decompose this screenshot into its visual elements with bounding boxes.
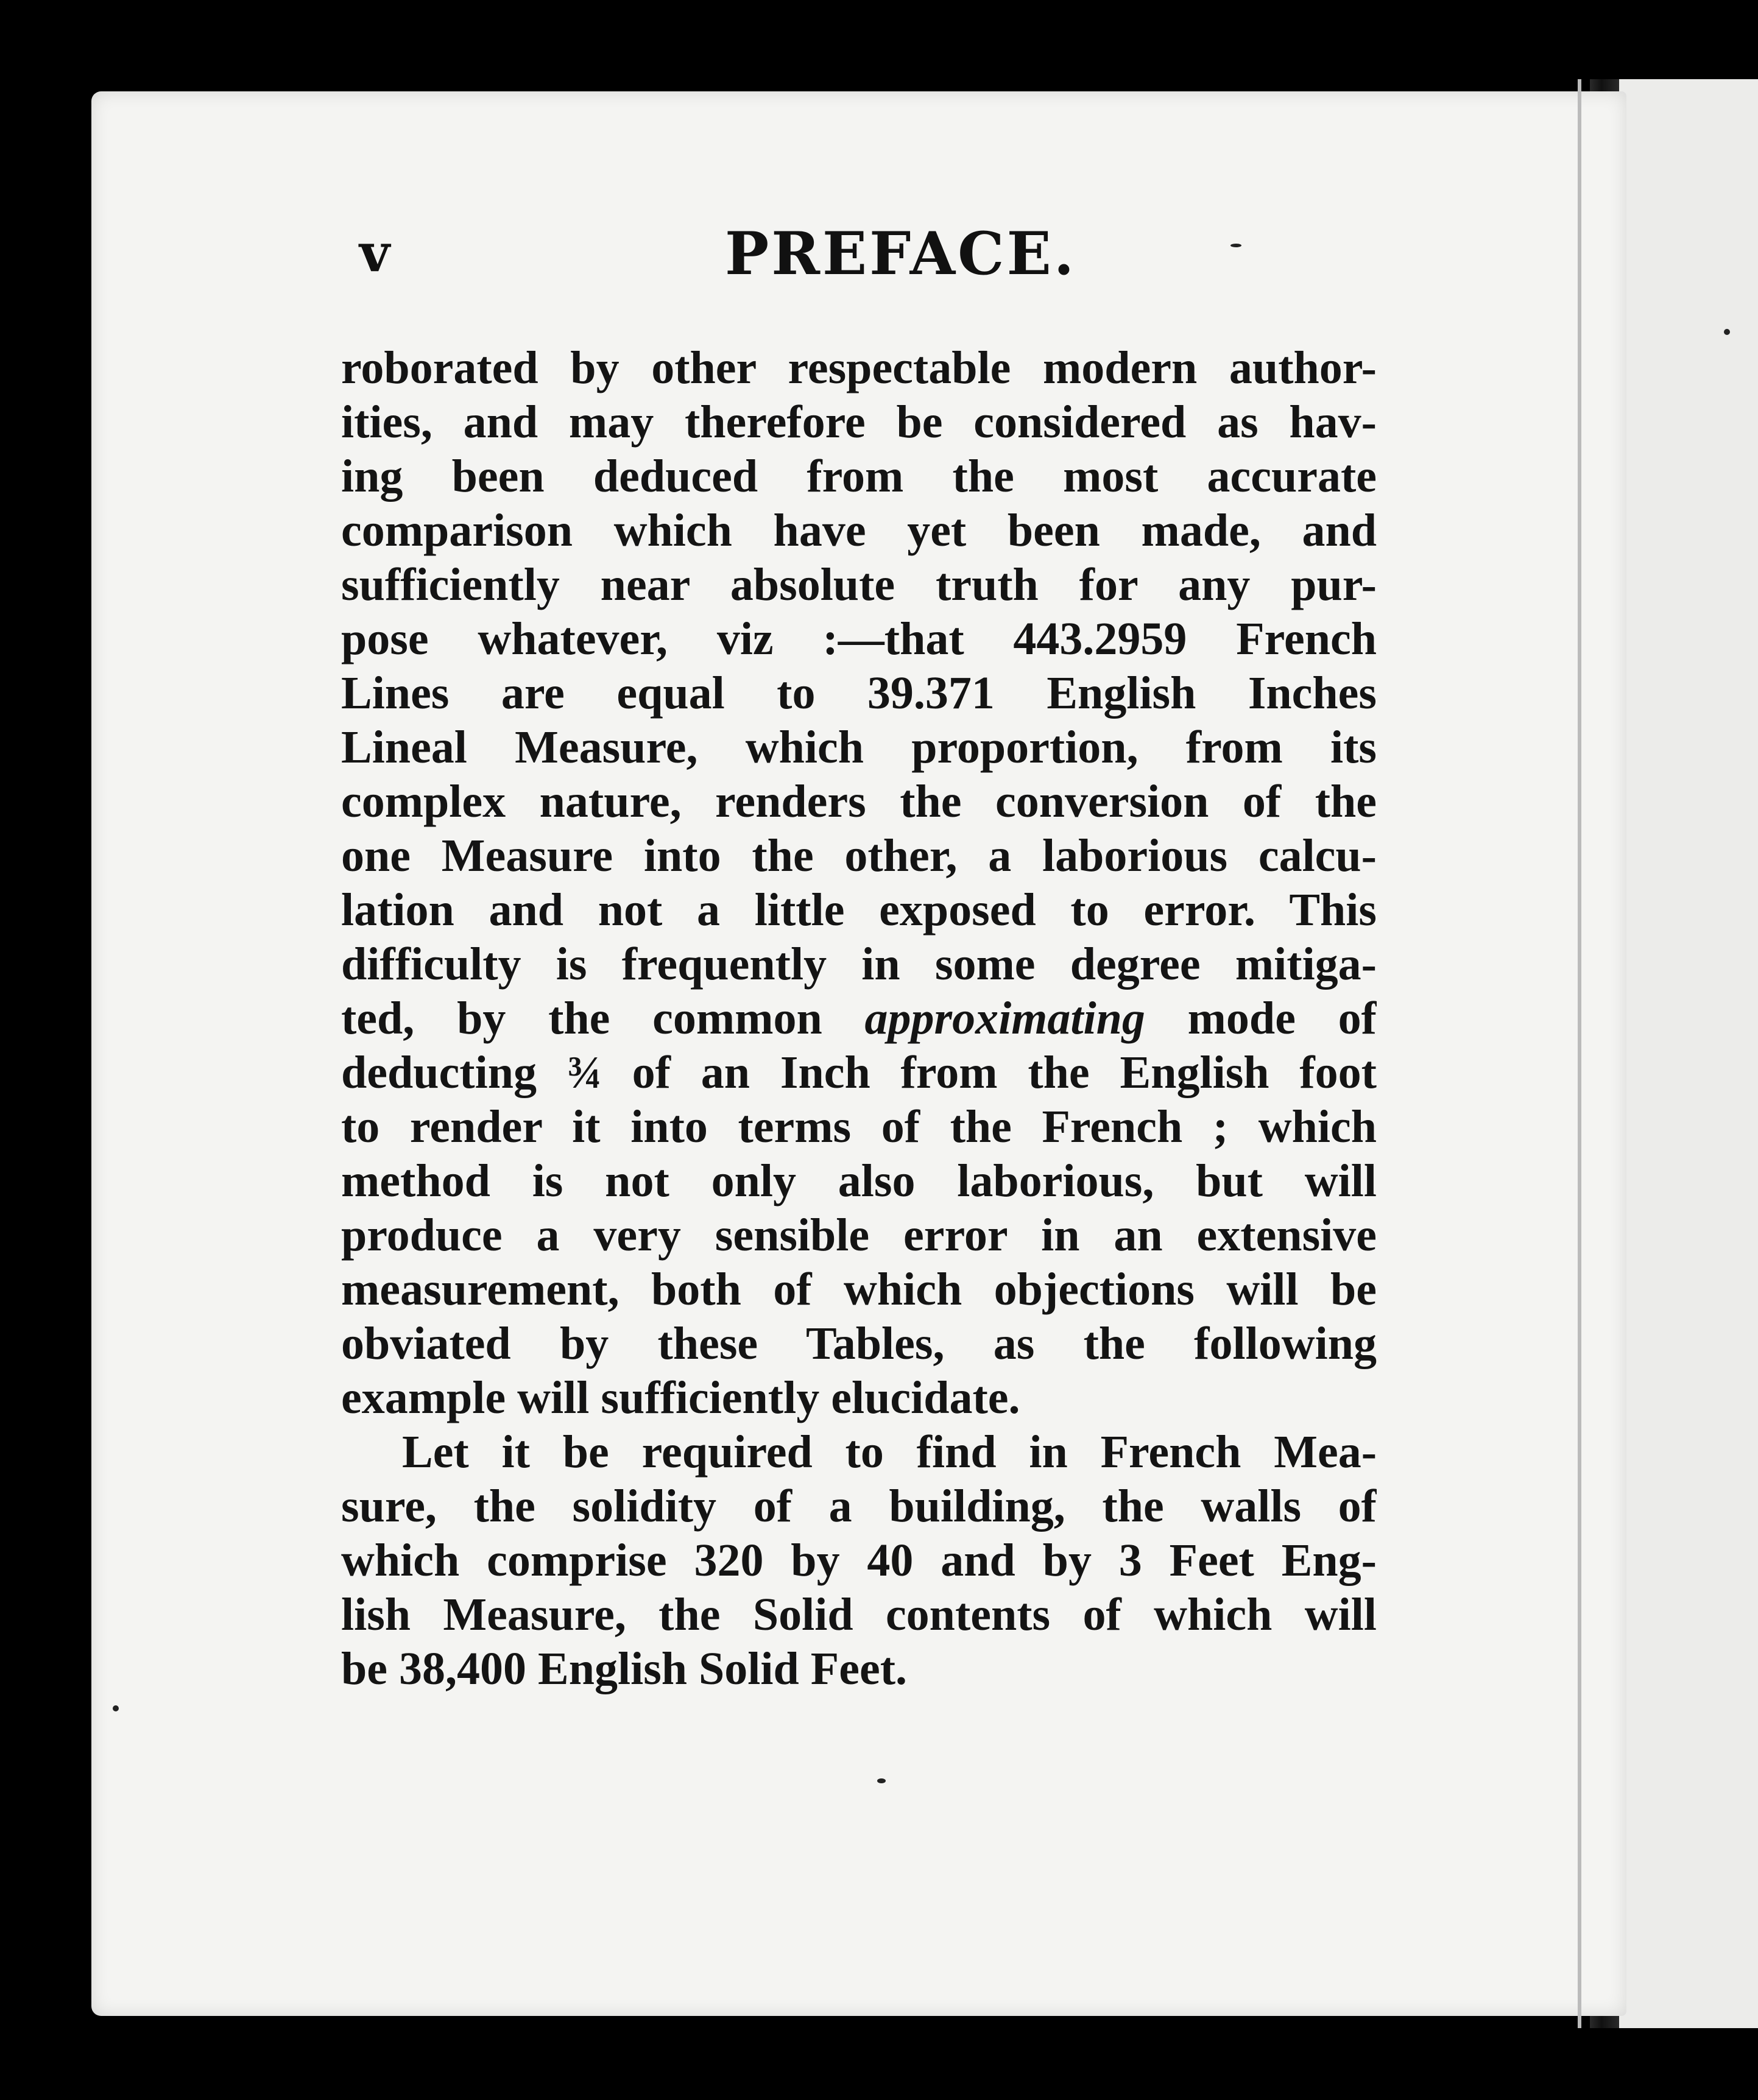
text-line: measurement, both of which objections will be (341, 1264, 1377, 1315)
text-line: to render it into terms of the French ; which (341, 1101, 1377, 1152)
facing-page-edge (1614, 79, 1758, 2028)
paragraph-2 (341, 1425, 1377, 1696)
text-line: lish Measure, the Solid contents of which will (341, 1589, 1377, 1640)
text-line: lation and not a little exposed to error. This (341, 884, 1377, 935)
body-text (341, 341, 1377, 1696)
text-line: complex nature, renders the conversion of the (341, 776, 1377, 827)
text-line: which comprise 320 by 40 and by 3 Feet Eng- (341, 1535, 1377, 1586)
text-line: difficulty is frequently in some degree mitiga- (341, 939, 1377, 990)
text-line: Lines are equal to 39.371 English Inches (341, 668, 1377, 719)
page-number: v (359, 222, 391, 284)
text-line: be 38,400 English Solid Feet. (341, 1643, 907, 1694)
text-line: sufficiently near absolute truth for any pur- (341, 559, 1377, 610)
paragraph-1 (341, 341, 1377, 1425)
ink-speck (1230, 244, 1241, 247)
text-fragment: ted, by the common (341, 993, 865, 1044)
page-fold-line (1578, 79, 1581, 2028)
text-line: one Measure into the other, a laborious calcu- (341, 830, 1377, 881)
text-line: Let it be required to find in French Mea- (402, 1426, 1377, 1478)
text-line: comparison which have yet been made, and (341, 505, 1377, 556)
ink-speck (113, 1705, 119, 1711)
text-line: pose whatever, viz :—that 443.2959 French (341, 613, 1377, 664)
text-line: deducting ¾ of an Inch from the English foot (341, 1047, 1377, 1098)
ink-speck (877, 1778, 886, 1783)
text-line: Lineal Measure, which proportion, from its (341, 722, 1377, 773)
ink-speck (1724, 329, 1730, 335)
text-line: method is not only also laborious, but will (341, 1155, 1377, 1207)
text-line: produce a very sensible error in an extensive (341, 1210, 1377, 1261)
text-fragment: mode of (1145, 993, 1377, 1044)
text-line: sure, the solidity of a building, the walls of (341, 1481, 1377, 1532)
text-line: ing been deduced from the most accurate (341, 451, 1377, 502)
text-line: ities, and may therefore be considered as hav- (341, 396, 1377, 448)
text-line: example will sufficiently elucidate. (341, 1372, 1020, 1423)
text-line: roborated by other respectable modern author- (341, 342, 1377, 393)
text-line: obviated by these Tables, as the following (341, 1318, 1377, 1369)
running-head: PREFACE. (725, 219, 1077, 288)
italic-phrase: approximating (864, 993, 1145, 1044)
text-line-italic-phrase (341, 992, 1377, 1046)
